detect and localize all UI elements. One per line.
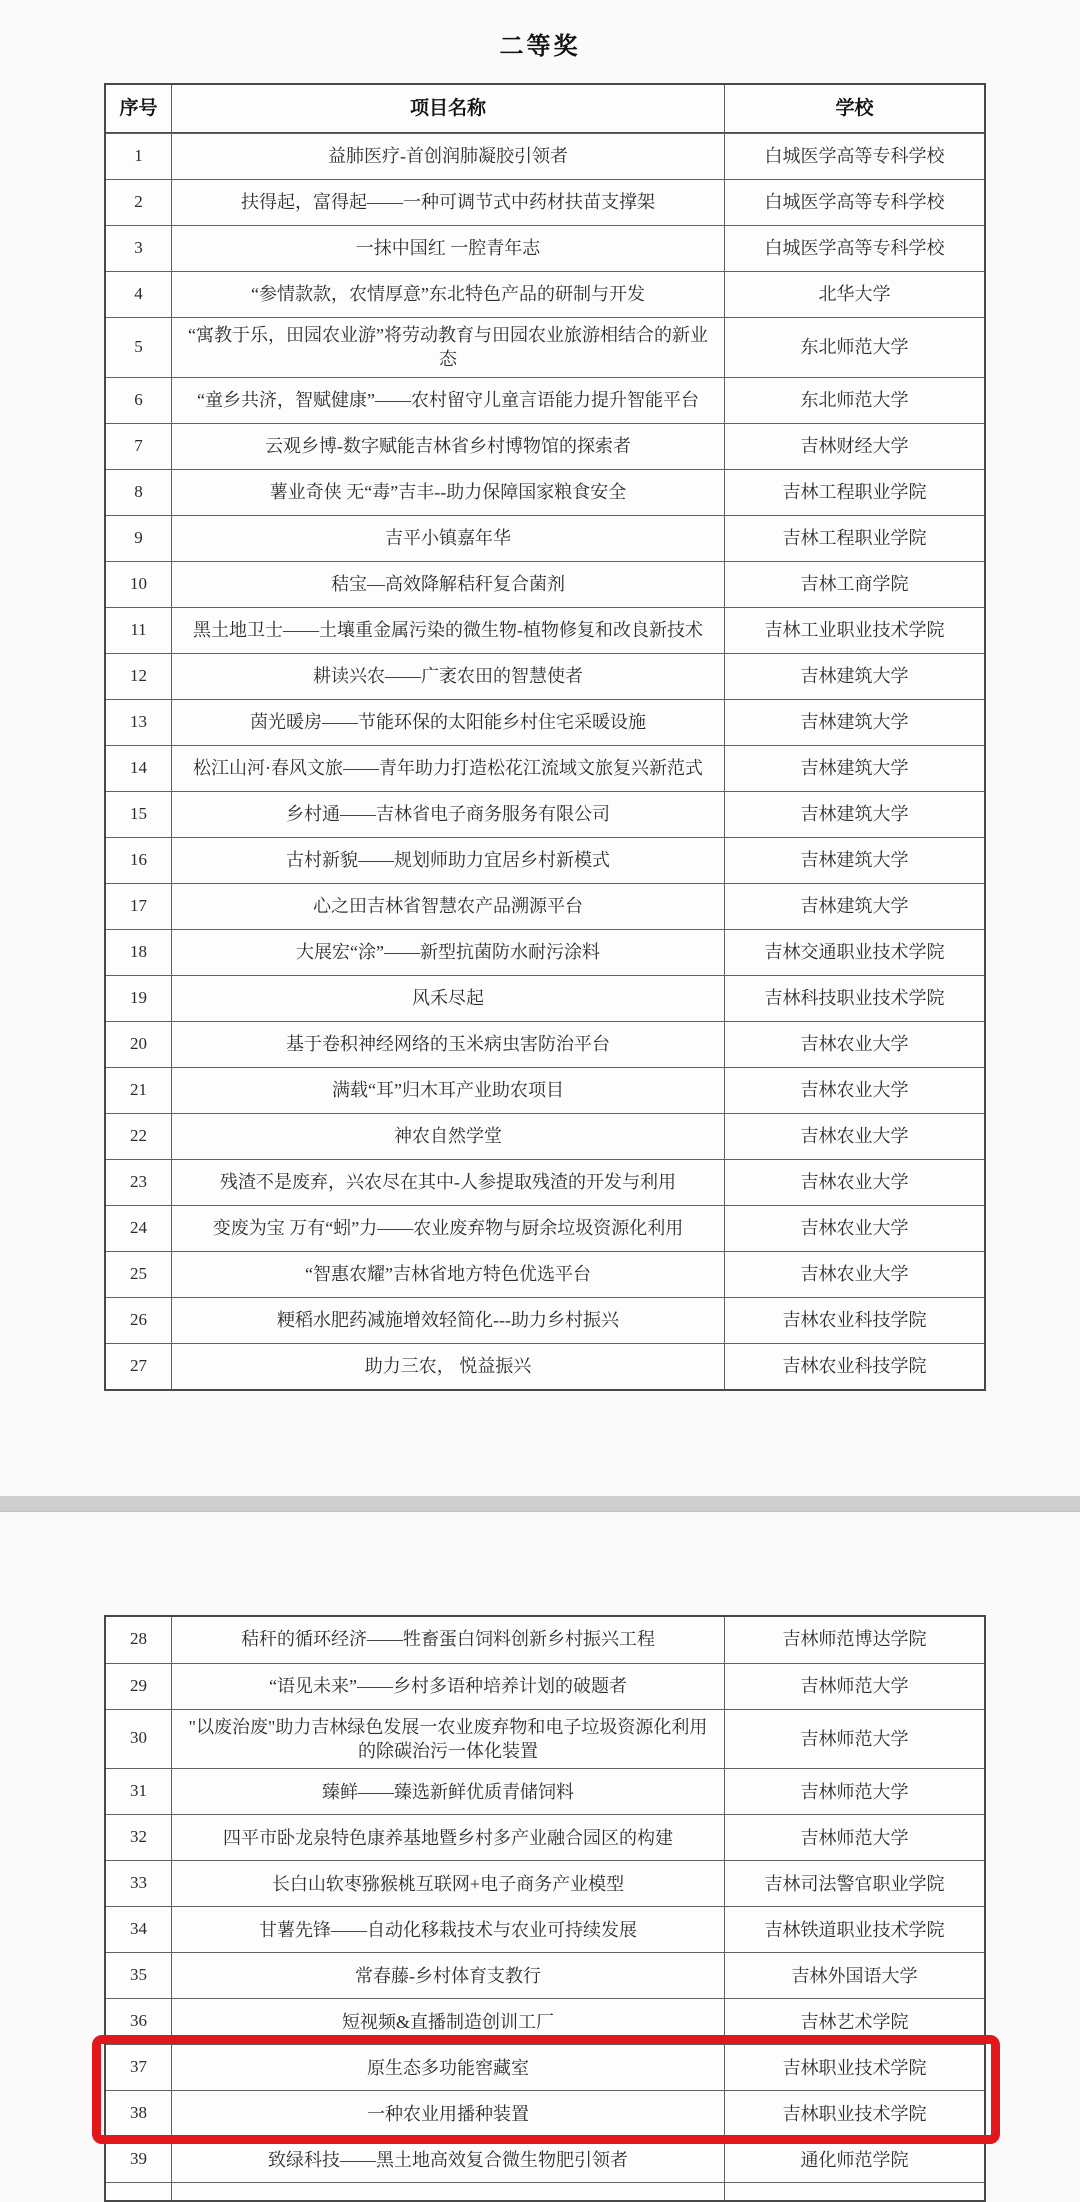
project-name-cell: 扶得起，富得起——一种可调节式中药材扶苗支撑架 (172, 180, 725, 225)
row-number-cell: 35 (106, 1953, 172, 1998)
table-row (106, 1998, 984, 2044)
table-row (106, 1021, 984, 1067)
school-cell: 吉林职业技术学院 (782, 2103, 927, 2124)
project-name-cell: “童乡共济，智赋健康”——农村留守儿童言语能力提升智能平台 (172, 378, 725, 423)
row-number-cell: 14 (106, 746, 172, 791)
project-name-cell: 古村新貌——规划师助力宜居乡村新模式 (172, 838, 725, 883)
project-name-cell: “语见未来”——乡村多语种培养计划的破题者 (172, 1664, 725, 1709)
table-row (106, 791, 984, 837)
project-name-cell: 粳稻水肥药减施增效轻简化---助力乡村振兴 (172, 1298, 725, 1343)
school-cell: 吉林外国语大学 (791, 1965, 918, 1986)
project-name-cell: 风禾尽起 (172, 976, 725, 1021)
table-row (106, 1297, 984, 1343)
project-name-cell: 薯业奇侠 无“毒”吉丰--助力保障国家粮食安全 (172, 470, 725, 515)
table-row (106, 515, 984, 561)
row-number-cell: 1 (106, 134, 172, 179)
row-number-cell: 27 (106, 1344, 172, 1389)
project-name-cell: 常春藤-乡村体育支教行 (172, 1953, 725, 1998)
row-number-cell: 11 (106, 608, 172, 653)
row-number-cell: 17 (106, 884, 172, 929)
school-cell: 吉林工业职业技术学院 (764, 619, 945, 640)
project-name-cell: 变废为宝 万有“蚓”力——农业废弃物与厨余垃圾资源化利用 (172, 1206, 725, 1251)
school-cell: 东北师范大学 (800, 389, 909, 410)
award-table-page2 (104, 1615, 986, 2202)
project-name-cell: 大展宏“涂”——新型抗菌防水耐污涂料 (172, 930, 725, 975)
row-number-cell: 8 (106, 470, 172, 515)
school-cell: 吉林师范大学 (800, 1781, 909, 1802)
school-cell: 吉林农业大学 (800, 1079, 909, 1100)
row-number-cell: 2 (106, 180, 172, 225)
project-name-cell: 臻鲜——臻选新鲜优质青储饲料 (172, 1769, 725, 1814)
project-name-cell: 茵光暖房——节能环保的太阳能乡村住宅采暖设施 (172, 700, 725, 745)
table-row (106, 1159, 984, 1205)
project-name-cell: 一种农业用播种装置 (172, 2091, 725, 2136)
project-name-cell: “智惠农耀”吉林省地方特色优选平台 (172, 1252, 725, 1297)
row-number-cell (106, 2183, 172, 2200)
school-cell: 吉林财经大学 (800, 435, 909, 456)
row-number-cell: 4 (106, 272, 172, 317)
table-body-page2-top (106, 1617, 984, 2045)
table-row (106, 225, 984, 271)
table-row (106, 1205, 984, 1251)
school-cell: 吉林科技职业技术学院 (764, 987, 945, 1008)
school-cell: 吉林建筑大学 (800, 803, 909, 824)
table-row (106, 1663, 984, 1709)
school-cell: 吉林建筑大学 (800, 849, 909, 870)
table-row (106, 133, 984, 179)
project-name-cell: 黑土地卫士——土壤重金属污染的微生物-植物修复和改良新技术 (172, 608, 725, 653)
school-cell: 吉林艺术学院 (800, 2011, 909, 2032)
project-name-cell: 神农自然学堂 (172, 1114, 725, 1159)
project-name-cell: 秸秆的循环经济——牲畜蛋白饲料创新乡村振兴工程 (172, 1617, 725, 1663)
table-row (106, 837, 984, 883)
school-cell: 白城医学高等专科学校 (764, 146, 945, 167)
project-name-cell: 四平市卧龙泉特色康养基地暨乡村多产业融合园区的构建 (172, 1815, 725, 1860)
table-row (106, 1860, 984, 1906)
project-name-cell: 基于卷积神经网络的玉米病虫害防治平台 (172, 1022, 725, 1067)
row-number-cell: 19 (106, 976, 172, 1021)
row-number-cell: 22 (106, 1114, 172, 1159)
project-name-cell: 松江山河·春风文旅——青年助力打造松花江流域文旅复兴新范式 (172, 746, 725, 791)
table-row (106, 423, 984, 469)
row-number-cell: 7 (106, 424, 172, 469)
project-name-cell: 原生态多功能窖藏室 (172, 2045, 725, 2090)
project-name-cell: 短视频&直播制造创训工厂 (172, 1999, 725, 2044)
table-row (106, 975, 984, 1021)
school-cell: 吉林交通职业技术学院 (764, 941, 945, 962)
school-cell: 吉林建筑大学 (800, 895, 909, 916)
school-cell: 吉林建筑大学 (800, 757, 909, 778)
school-cell: 吉林司法警官职业学院 (764, 1873, 945, 1894)
school-cell: 北华大学 (818, 284, 891, 305)
table-body-page1 (106, 133, 984, 1389)
row-number-cell: 12 (106, 654, 172, 699)
project-name-cell: 心之田吉林省智慧农产品溯源平台 (172, 884, 725, 929)
row-number-cell: 25 (106, 1252, 172, 1297)
school-cell (725, 2183, 984, 2200)
row-number-cell: 5 (106, 318, 172, 377)
row-number-cell: 38 (106, 2091, 172, 2136)
award-table-page1 (104, 83, 986, 1391)
row-number-cell: 29 (106, 1664, 172, 1709)
table-row (106, 1952, 984, 1998)
school-cell: 吉林工商学院 (800, 573, 909, 594)
table-row (106, 1814, 984, 1860)
project-name-cell: 益肺医疗-首创润肺凝胶引领者 (172, 134, 725, 179)
table-row (106, 883, 984, 929)
partial-row (106, 2182, 984, 2200)
row-number-cell: 21 (106, 1068, 172, 1113)
row-number-cell: 23 (106, 1160, 172, 1205)
highlighted-rows-group (106, 2044, 984, 2136)
project-name-cell: “寓教于乐，田园农业游”将劳动教育与田园农业旅游相结合的新业态 (172, 318, 725, 377)
table-body-page2-bottom (106, 2136, 984, 2182)
school-cell: 吉林建筑大学 (800, 665, 909, 686)
row-number-cell: 10 (106, 562, 172, 607)
column-header-school: 学校 (835, 97, 874, 119)
school-cell: 吉林农业大学 (800, 1217, 909, 1238)
project-name-cell: 云观乡博-数字赋能吉林省乡村博物馆的探索者 (172, 424, 725, 469)
table-row (106, 1617, 984, 1663)
table-row (106, 1906, 984, 1952)
table-row (106, 179, 984, 225)
school-cell: 白城医学高等专科学校 (764, 238, 945, 259)
row-number-cell: 16 (106, 838, 172, 883)
table-row (106, 2044, 984, 2090)
project-name-cell (172, 2183, 725, 2200)
school-cell: 吉林工程职业学院 (782, 481, 927, 502)
school-cell: 吉林农业大学 (800, 1171, 909, 1192)
table-row (106, 1768, 984, 1814)
project-name-cell: 耕读兴农——广袤农田的智慧使者 (172, 654, 725, 699)
table-row (106, 929, 984, 975)
project-name-cell: 满载“耳”归木耳产业助农项目 (172, 1068, 725, 1113)
school-cell: 吉林农业大学 (800, 1125, 909, 1146)
table-row (106, 699, 984, 745)
row-number-cell: 28 (106, 1617, 172, 1663)
row-number-cell: 39 (106, 2137, 172, 2182)
project-name-cell: 吉平小镇嘉年华 (172, 516, 725, 561)
row-number-cell: 18 (106, 930, 172, 975)
project-name-cell: 甘薯先锋——自动化移栽技术与农业可持续发展 (172, 1907, 725, 1952)
school-cell: 吉林师范博达学院 (782, 1629, 927, 1650)
school-cell: 吉林农业科技学院 (782, 1309, 927, 1330)
row-number-cell: 24 (106, 1206, 172, 1251)
project-name-cell: 一抹中国红 一腔青年志 (172, 226, 725, 271)
row-number-cell: 3 (106, 226, 172, 271)
table-row (106, 745, 984, 791)
project-name-cell: 助力三农， 悦益振兴 (172, 1344, 725, 1389)
table-header-row (106, 85, 984, 133)
row-number-cell: 37 (106, 2045, 172, 2090)
row-number-cell: 6 (106, 378, 172, 423)
school-cell: 吉林师范大学 (800, 1728, 909, 1749)
table-body-page2-highlighted (106, 2044, 984, 2136)
row-number-cell: 32 (106, 1815, 172, 1860)
school-cell: 吉林师范大学 (800, 1675, 909, 1696)
project-name-cell: "以废治废"助力吉林绿色发展一农业废弃物和电子垃圾资源化利用的除碳治污一体化装置 (172, 1710, 725, 1769)
project-name-cell: 长白山软枣猕猴桃互联网+电子商务产业模型 (172, 1861, 725, 1906)
project-name-cell: 残渣不是废弃，兴农尽在其中-人参提取残渣的开发与利用 (172, 1160, 725, 1205)
row-number-cell: 33 (106, 1861, 172, 1906)
school-cell: 白城医学高等专科学校 (764, 192, 945, 213)
school-cell: 东北师范大学 (800, 337, 909, 358)
row-number-cell: 9 (106, 516, 172, 561)
row-number-cell: 31 (106, 1769, 172, 1814)
row-number-cell: 20 (106, 1022, 172, 1067)
school-cell: 通化师范学院 (800, 2149, 909, 2170)
table-row (106, 561, 984, 607)
school-cell: 吉林农业科技学院 (782, 1355, 927, 1376)
table-row (106, 2090, 984, 2136)
project-name-cell: 乡村通——吉林省电子商务服务有限公司 (172, 792, 725, 837)
table-row (106, 1067, 984, 1113)
school-cell: 吉林工程职业学院 (782, 527, 927, 548)
page-title: 二等奖 (499, 34, 581, 60)
table-row (106, 1343, 984, 1389)
school-cell: 吉林铁道职业技术学院 (764, 1919, 945, 1940)
project-name-cell: 致绿科技——黑土地高效复合微生物肥引领者 (172, 2137, 725, 2182)
row-number-cell: 34 (106, 1907, 172, 1952)
table-row (106, 653, 984, 699)
school-cell: 吉林职业技术学院 (782, 2057, 927, 2078)
row-number-cell: 26 (106, 1298, 172, 1343)
row-number-cell: 15 (106, 792, 172, 837)
table-row (106, 1709, 984, 1769)
table-row (106, 469, 984, 515)
project-name-cell: “参情款款，农情厚意”东北特色产品的研制与开发 (172, 272, 725, 317)
table-row (106, 2136, 984, 2182)
row-number-cell: 30 (106, 1710, 172, 1769)
project-name-cell: 秸宝—高效降解秸秆复合菌剂 (172, 562, 725, 607)
school-cell: 吉林建筑大学 (800, 711, 909, 732)
row-number-cell: 13 (106, 700, 172, 745)
school-cell: 吉林师范大学 (800, 1827, 909, 1848)
school-cell: 吉林农业大学 (800, 1263, 909, 1284)
column-header-no: 序号 (106, 85, 172, 132)
page-break-divider (0, 1496, 1080, 1512)
table-row (106, 1113, 984, 1159)
table-row (106, 607, 984, 653)
school-cell: 吉林农业大学 (800, 1033, 909, 1054)
column-header-project: 项目名称 (172, 85, 725, 132)
table-row (106, 377, 984, 423)
table-row (106, 1251, 984, 1297)
row-number-cell: 36 (106, 1999, 172, 2044)
table-row (106, 271, 984, 317)
table-row (106, 317, 984, 377)
